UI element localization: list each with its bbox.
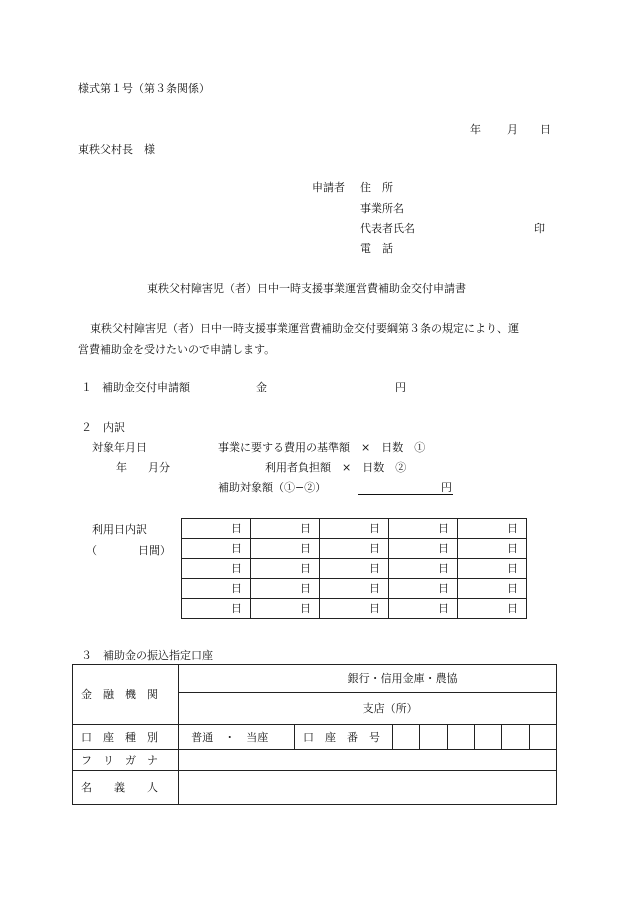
usage-day-cell[interactable]: 日 — [251, 539, 320, 559]
usage-day-cell[interactable]: 日 — [458, 599, 527, 619]
usage-row — [182, 519, 527, 539]
date-month: 月 — [507, 123, 518, 136]
usage-day-cell[interactable]: 日 — [389, 559, 458, 579]
usage-day-cell[interactable]: 日 — [458, 539, 527, 559]
usage-day-cell[interactable]: 日 — [182, 579, 251, 599]
holder-label-cell: 名 義 人 — [73, 771, 179, 805]
document-title: 東秩父村障害児（者）日中一時支援事業運営費補助金交付申請書 — [147, 282, 466, 295]
usage-row — [182, 599, 527, 619]
section1-yen: 円 — [395, 381, 406, 394]
applicant-representative: 代表者氏名 — [360, 222, 415, 235]
usage-day-cell[interactable]: 日 — [389, 579, 458, 599]
usage-row — [182, 539, 527, 559]
breakdown-line-2: 利用者負担額 × 日数 ② — [265, 461, 407, 474]
breakdown-line-1: 事業に要する費用の基準額 × 日数 ① — [218, 441, 426, 454]
furigana-label-cell: フ リ ガ ナ — [73, 750, 179, 771]
account-digit-2[interactable] — [420, 725, 447, 750]
addressee: 東秩父村長 様 — [78, 143, 155, 156]
usage-day-cell[interactable]: 日 — [458, 559, 527, 579]
account-digit-4[interactable] — [474, 725, 501, 750]
subsidy-yen: 円 — [441, 481, 452, 494]
section1-label: 補助金交付申請額 — [102, 381, 190, 394]
account-digit-3[interactable] — [447, 725, 474, 750]
usage-days-close: 日間） — [138, 544, 171, 557]
usage-label: 利用日内訳 — [92, 523, 147, 536]
usage-day-cell[interactable]: 日 — [251, 599, 320, 619]
usage-day-cell[interactable]: 日 — [320, 599, 389, 619]
section3-heading: ３ 補助金の振込指定口座 — [81, 649, 213, 662]
usage-day-cell[interactable]: 日 — [182, 559, 251, 579]
usage-day-cell[interactable]: 日 — [320, 579, 389, 599]
applicant-label: 申請者 — [312, 181, 345, 194]
institution-label-cell: 金 融 機 関 — [73, 665, 179, 725]
usage-day-cell[interactable]: 日 — [251, 579, 320, 599]
furigana-input-cell[interactable] — [179, 750, 557, 771]
subsidy-amount-underline — [358, 494, 453, 495]
section1-kin: 金 — [256, 381, 267, 394]
branch-cell[interactable]: 支店（所） — [179, 693, 557, 725]
usage-row — [182, 579, 527, 599]
section1-number: １ — [81, 381, 92, 394]
account-type-label-cell: 口 座 種 別 — [73, 725, 179, 750]
form-number: 様式第１号（第３条関係） — [78, 82, 210, 95]
usage-day-cell[interactable]: 日 — [320, 519, 389, 539]
applicant-seal: 印 — [534, 222, 545, 235]
target-month-label: 対象年月日 — [92, 441, 147, 454]
usage-day-cell[interactable]: 日 — [320, 559, 389, 579]
target-year: 年 — [116, 461, 127, 474]
bank-account-table — [72, 664, 557, 805]
usage-day-cell[interactable]: 日 — [182, 519, 251, 539]
bank-type-cell[interactable]: 銀行・信用金庫・農協 — [179, 665, 557, 693]
breakdown-line-3: 補助対象額（①−②） — [218, 481, 327, 494]
usage-day-cell[interactable]: 日 — [251, 519, 320, 539]
usage-day-cell[interactable]: 日 — [182, 599, 251, 619]
holder-input-cell[interactable] — [179, 771, 557, 805]
body-line-2: 営費補助金を受けたいので申請します。 — [78, 343, 276, 356]
account-digit-1[interactable] — [392, 725, 419, 750]
usage-day-cell[interactable]: 日 — [251, 559, 320, 579]
applicant-phone: 電 話 — [360, 242, 393, 255]
section2-heading: ２ 内訳 — [81, 421, 125, 434]
usage-day-cell[interactable]: 日 — [458, 579, 527, 599]
usage-day-cell[interactable]: 日 — [389, 599, 458, 619]
usage-day-cell[interactable]: 日 — [458, 519, 527, 539]
usage-day-cell[interactable]: 日 — [320, 539, 389, 559]
account-digit-6[interactable] — [529, 725, 556, 750]
date-year: 年 — [470, 123, 481, 136]
account-number-label-cell: 口 座 番 号 — [295, 725, 393, 750]
usage-day-cell[interactable]: 日 — [182, 539, 251, 559]
applicant-business-name: 事業所名 — [360, 202, 404, 215]
target-month: 月分 — [148, 461, 170, 474]
usage-day-cell[interactable]: 日 — [389, 519, 458, 539]
account-type-cell[interactable]: 普通 ・ 当座 — [179, 725, 295, 750]
usage-days-table — [181, 518, 527, 619]
applicant-address: 住 所 — [360, 181, 393, 194]
usage-row — [182, 559, 527, 579]
account-digit-5[interactable] — [502, 725, 529, 750]
date-day: 日 — [540, 123, 551, 136]
usage-days-open: （ — [86, 544, 97, 557]
usage-day-cell[interactable]: 日 — [389, 539, 458, 559]
body-line-1: 東秩父村障害児（者）日中一時支援事業運営費補助金交付要綱第３条の規定により、運 — [90, 322, 519, 335]
